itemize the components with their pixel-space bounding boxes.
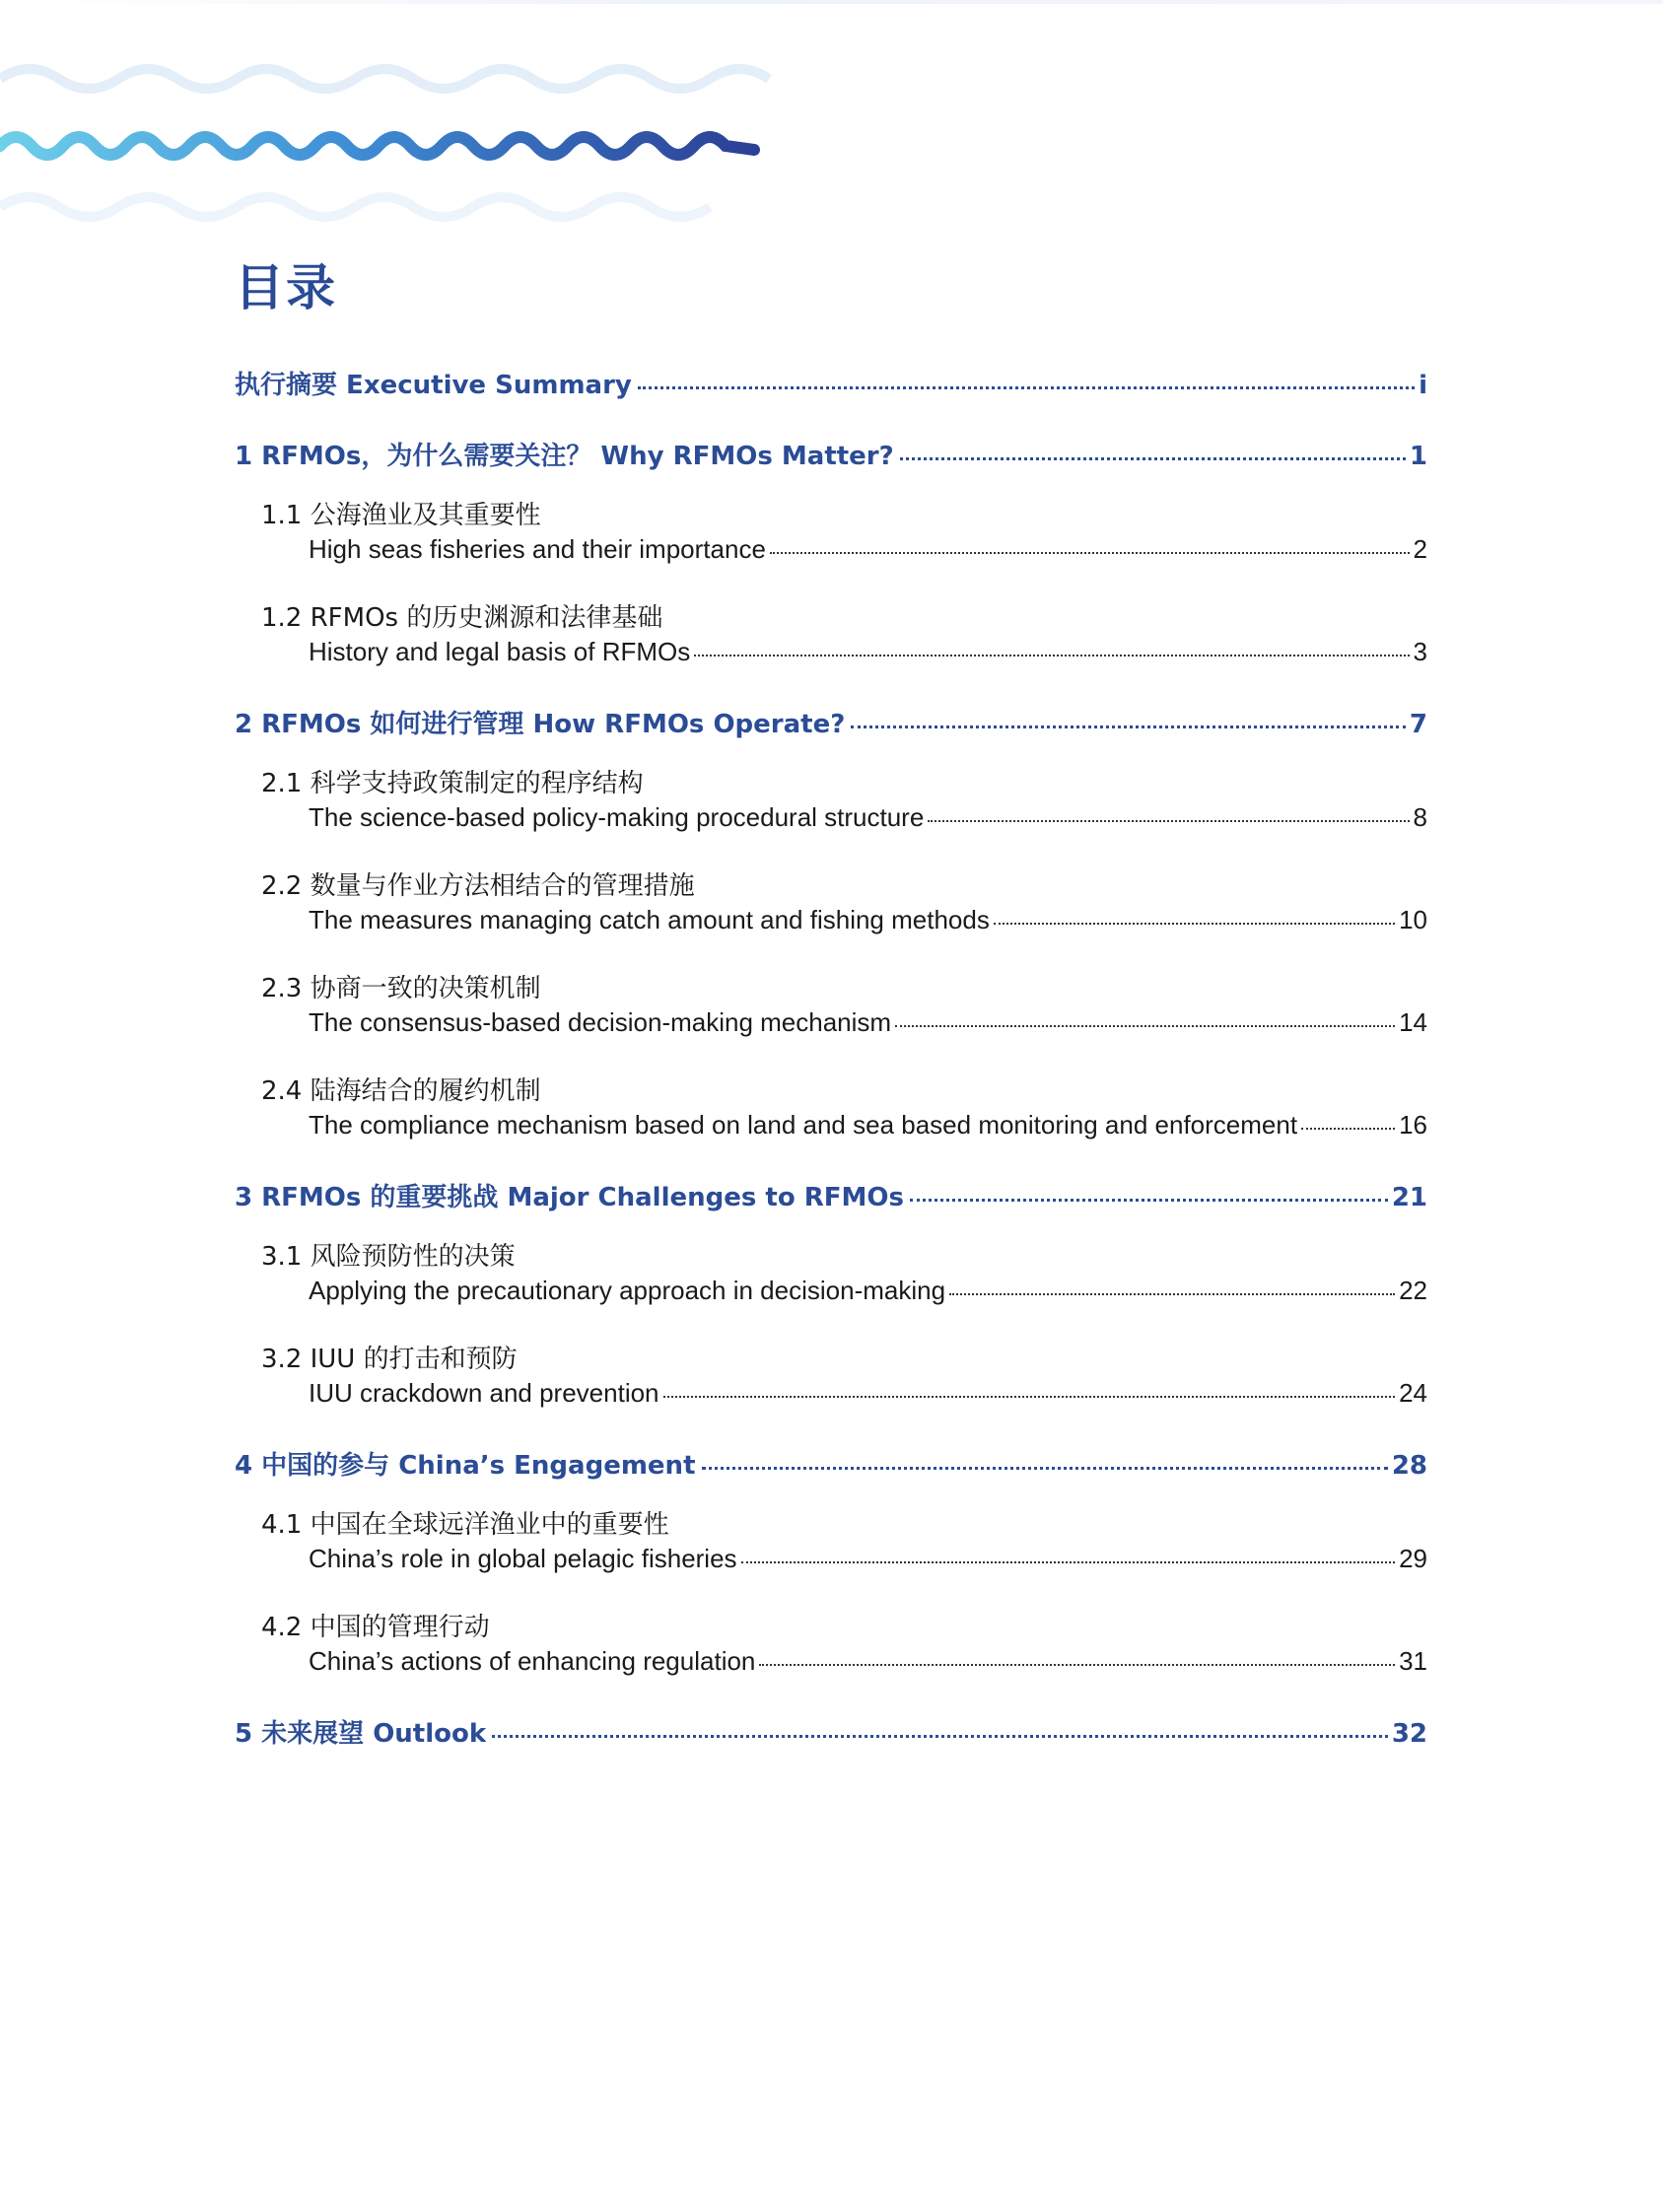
toc-subentry-cn-title: 3.2 IUU 的打击和预防 bbox=[261, 1345, 518, 1374]
toc-entry-title: The consensus-based decision-making mechanism bbox=[309, 1007, 892, 1037]
toc-entry-section-1-1[interactable] bbox=[235, 534, 1427, 574]
toc-page-number: i bbox=[1419, 371, 1427, 400]
dot-leader bbox=[759, 1664, 1395, 1666]
toc-subentry-cn-title: 4.1 中国在全球远洋渔业中的重要性 bbox=[261, 1510, 669, 1540]
toc-entry-section-4-2[interactable] bbox=[235, 1646, 1427, 1686]
toc-subentry-cn-title: 1.2 RFMOs 的历史渊源和法律基础 bbox=[261, 603, 663, 633]
toc-page-number: 10 bbox=[1399, 905, 1427, 934]
toc-entry-title: The science-based policy-making procedural structure bbox=[309, 802, 925, 832]
toc-subentry-cn-title: 2.4 陆海结合的履约机制 bbox=[261, 1076, 541, 1106]
toc-entry-title: The compliance mechanism based on land and sea based monitoring and enforcement bbox=[309, 1110, 1298, 1140]
dot-leader bbox=[900, 457, 1406, 460]
toc-entry-section-4-1[interactable] bbox=[235, 1544, 1427, 1583]
toc-page-number: 32 bbox=[1391, 1719, 1427, 1749]
toc-entry-title: 3 RFMOs 的重要挑战 Major Challenges to RFMOs bbox=[235, 1183, 904, 1212]
toc-subentry-cn-title: 4.2 中国的管理行动 bbox=[261, 1613, 490, 1642]
toc-entry-section-2-2[interactable] bbox=[235, 905, 1427, 944]
toc-entry-chapter-4[interactable] bbox=[235, 1445, 1427, 1485]
toc-entry-title: History and legal basis of RFMOs bbox=[309, 637, 691, 666]
toc-subentry-cn-title: 2.1 科学支持政策制定的程序结构 bbox=[261, 769, 644, 798]
toc-entry-title: China’s actions of enhancing regulation bbox=[309, 1646, 756, 1676]
toc-subentry-cn-title: 3.1 风险预防性的决策 bbox=[261, 1242, 516, 1272]
wave-decoration bbox=[0, 89, 779, 197]
toc-page-number: 29 bbox=[1399, 1544, 1427, 1573]
dot-leader bbox=[851, 726, 1406, 728]
toc-subentry-cn-title: 2.2 数量与作业方法相结合的管理措施 bbox=[261, 871, 695, 901]
toc-page-number: 22 bbox=[1399, 1276, 1427, 1305]
toc-page-number: 8 bbox=[1413, 802, 1427, 832]
toc-subentry-cn-title: 1.1 公海渔业及其重要性 bbox=[261, 501, 541, 530]
toc-entry-chapter-5[interactable] bbox=[235, 1713, 1427, 1753]
toc-entry-chapter-2[interactable] bbox=[235, 704, 1427, 743]
toc-entry-title: 1 RFMOs，为什么需要关注？ Why RFMOs Matter? bbox=[235, 442, 894, 471]
toc-entry-title: IUU crackdown and prevention bbox=[309, 1378, 659, 1408]
toc-entry-title: 执行摘要 Executive Summary bbox=[235, 371, 632, 400]
toc-page-number: 14 bbox=[1399, 1007, 1427, 1037]
toc-entry-title: China’s role in global pelagic fisheries bbox=[309, 1544, 737, 1573]
dot-leader bbox=[770, 552, 1410, 554]
toc-entry-section-2-3[interactable] bbox=[235, 1007, 1427, 1047]
toc-page-number: 24 bbox=[1399, 1378, 1427, 1408]
dot-leader bbox=[1301, 1128, 1395, 1130]
dot-leader bbox=[694, 655, 1409, 657]
page-title: 目录 bbox=[235, 259, 337, 316]
toc-entry-section-2-4[interactable] bbox=[235, 1110, 1427, 1149]
toc-entry-section-3-2[interactable] bbox=[235, 1378, 1427, 1417]
dot-leader bbox=[895, 1025, 1395, 1027]
toc-entry-title: 4 中国的参与 China’s Engagement bbox=[235, 1451, 696, 1481]
toc-page-number: 31 bbox=[1399, 1646, 1427, 1676]
toc-entry-title: Applying the precautionary approach in decision-making bbox=[309, 1276, 946, 1305]
toc-page-number: 1 bbox=[1409, 442, 1427, 471]
dot-leader bbox=[741, 1561, 1396, 1563]
toc-entry-title: 2 RFMOs 如何进行管理 How RFMOs Operate? bbox=[235, 710, 846, 739]
toc-page-number: 7 bbox=[1409, 710, 1427, 739]
toc-page-number: 28 bbox=[1391, 1451, 1427, 1481]
table-of-contents bbox=[235, 365, 1427, 1753]
toc-subentry-cn-title: 2.3 协商一致的决策机制 bbox=[261, 974, 541, 1003]
toc-page-number: 21 bbox=[1391, 1183, 1427, 1212]
toc-entry-section-3-1[interactable] bbox=[235, 1276, 1427, 1315]
dot-leader bbox=[663, 1396, 1396, 1398]
toc-entry-chapter-3[interactable] bbox=[235, 1177, 1427, 1216]
toc-entry-executive-summary[interactable] bbox=[235, 365, 1427, 404]
dot-leader bbox=[492, 1735, 1388, 1738]
dot-leader bbox=[928, 820, 1409, 822]
dot-leader bbox=[702, 1467, 1388, 1470]
toc-page-number: 16 bbox=[1399, 1110, 1427, 1140]
top-border-line bbox=[0, 0, 1663, 4]
toc-page-number: 2 bbox=[1413, 534, 1427, 564]
toc-entry-title: High seas fisheries and their importance bbox=[309, 534, 766, 564]
dot-leader bbox=[638, 386, 1415, 389]
toc-entry-section-1-2[interactable] bbox=[235, 637, 1427, 676]
toc-entry-section-2-1[interactable] bbox=[235, 802, 1427, 842]
toc-entry-title: 5 未来展望 Outlook bbox=[235, 1719, 487, 1749]
toc-page-number: 3 bbox=[1413, 637, 1427, 666]
toc-entry-chapter-1[interactable] bbox=[235, 436, 1427, 475]
dot-leader bbox=[910, 1199, 1388, 1202]
dot-leader bbox=[994, 923, 1395, 925]
dot-leader bbox=[949, 1293, 1395, 1295]
toc-entry-title: The measures managing catch amount and fishing methods bbox=[309, 905, 990, 934]
